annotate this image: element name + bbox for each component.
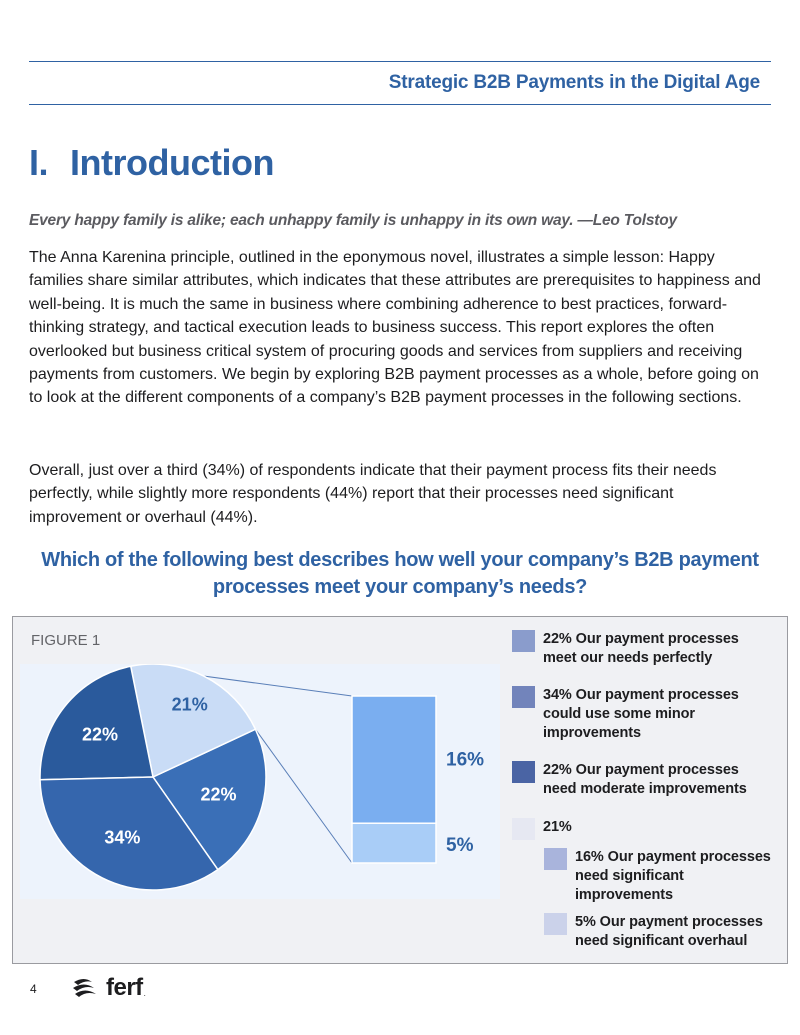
legend-text-0: 22% Our payment processes meet our needs perfectly: [543, 631, 739, 666]
intro-paragraph: The Anna Karenina principle, outlined in the eponymous novel, illustrates a simple lesson: Happy families share similar attributes, which indicates that these attributes are prerequisites to happiness and well-being. It is much the same in business where combining adherence to best practices, forward-thinking strategy, and tactical execution leads to business success. This report explores the often overlooked but business critical system of procuring goods and services from suppliers and receiving payments from customers. We begin by exploring B2B payment processes as a whole, before going on to look at the different components of a company’s B2B payment processes in the following sections.: [29, 249, 761, 407]
legend-item-1: [512, 686, 762, 743]
page-number: 4: [30, 982, 37, 996]
section-number: I.: [29, 142, 49, 183]
report-title: Strategic B2B Payments in the Digital Age: [388, 72, 760, 93]
legend-swatch-3: [512, 818, 535, 840]
legend-swatch-2: [512, 761, 535, 783]
legend-swatch-4: [544, 848, 567, 870]
legend-text-5: 5% Our payment processes need significant overhaul: [575, 914, 763, 949]
pie-slice-label-0: 22%: [200, 784, 237, 805]
ferf-logo-text: ferf: [106, 974, 143, 1001]
legend-swatch-1: [512, 686, 535, 708]
header-rule-top: [29, 61, 771, 62]
bar-segment-label-0: 16%: [446, 749, 485, 771]
section-title: Introduction: [70, 142, 274, 183]
pie-slice-label-2: 22%: [81, 724, 119, 745]
legend-swatch-0: [512, 630, 535, 652]
pie-of-bar-chart: [20, 664, 500, 899]
legend-text-2: 22% Our payment processes need moderate improvements: [543, 762, 747, 797]
bar-segment-label-1: 5%: [446, 835, 474, 857]
epigraph-quote: Every happy family is alike; each unhappy family is unhappy in its own way. —Leo Tolstoy: [29, 212, 677, 229]
section-heading: [29, 142, 274, 184]
legend-item-0: [512, 630, 762, 668]
legend-text-4: 16% Our payment processes need significant improvements: [575, 849, 771, 903]
ferf-logo-mark-icon: [72, 976, 102, 1000]
ferf-logo-dot: .: [143, 988, 146, 998]
ferf-logo: [72, 974, 146, 1002]
chart-question: Which of the following best describes how well your company’s B2B payment processes meet your company’s needs?: [41, 549, 759, 598]
legend-swatch-5: [544, 913, 567, 935]
figure-label: FIGURE 1: [31, 632, 101, 649]
pie-slice-label-3: 34%: [104, 827, 141, 848]
bar-segment-1: [352, 823, 436, 863]
summary-paragraph: Overall, just over a third (34%) of respondents indicate that their payment process fits their needs perfectly, while slightly more respondents (44%) report that their processes need significant improvement or overhaul (44%).: [29, 462, 717, 526]
legend-text-3: 21%: [543, 819, 572, 835]
legend-item-2: [512, 761, 772, 799]
bar-segment-0: [352, 696, 436, 823]
header-rule-bottom: [29, 104, 771, 105]
legend-item-5: [544, 913, 779, 951]
legend-text-1: 34% Our payment processes could use some minor improvements: [543, 687, 739, 741]
legend-item-4: [544, 848, 774, 905]
pie-slice-label-1: 21%: [171, 694, 208, 715]
legend-item-3: [512, 818, 762, 840]
